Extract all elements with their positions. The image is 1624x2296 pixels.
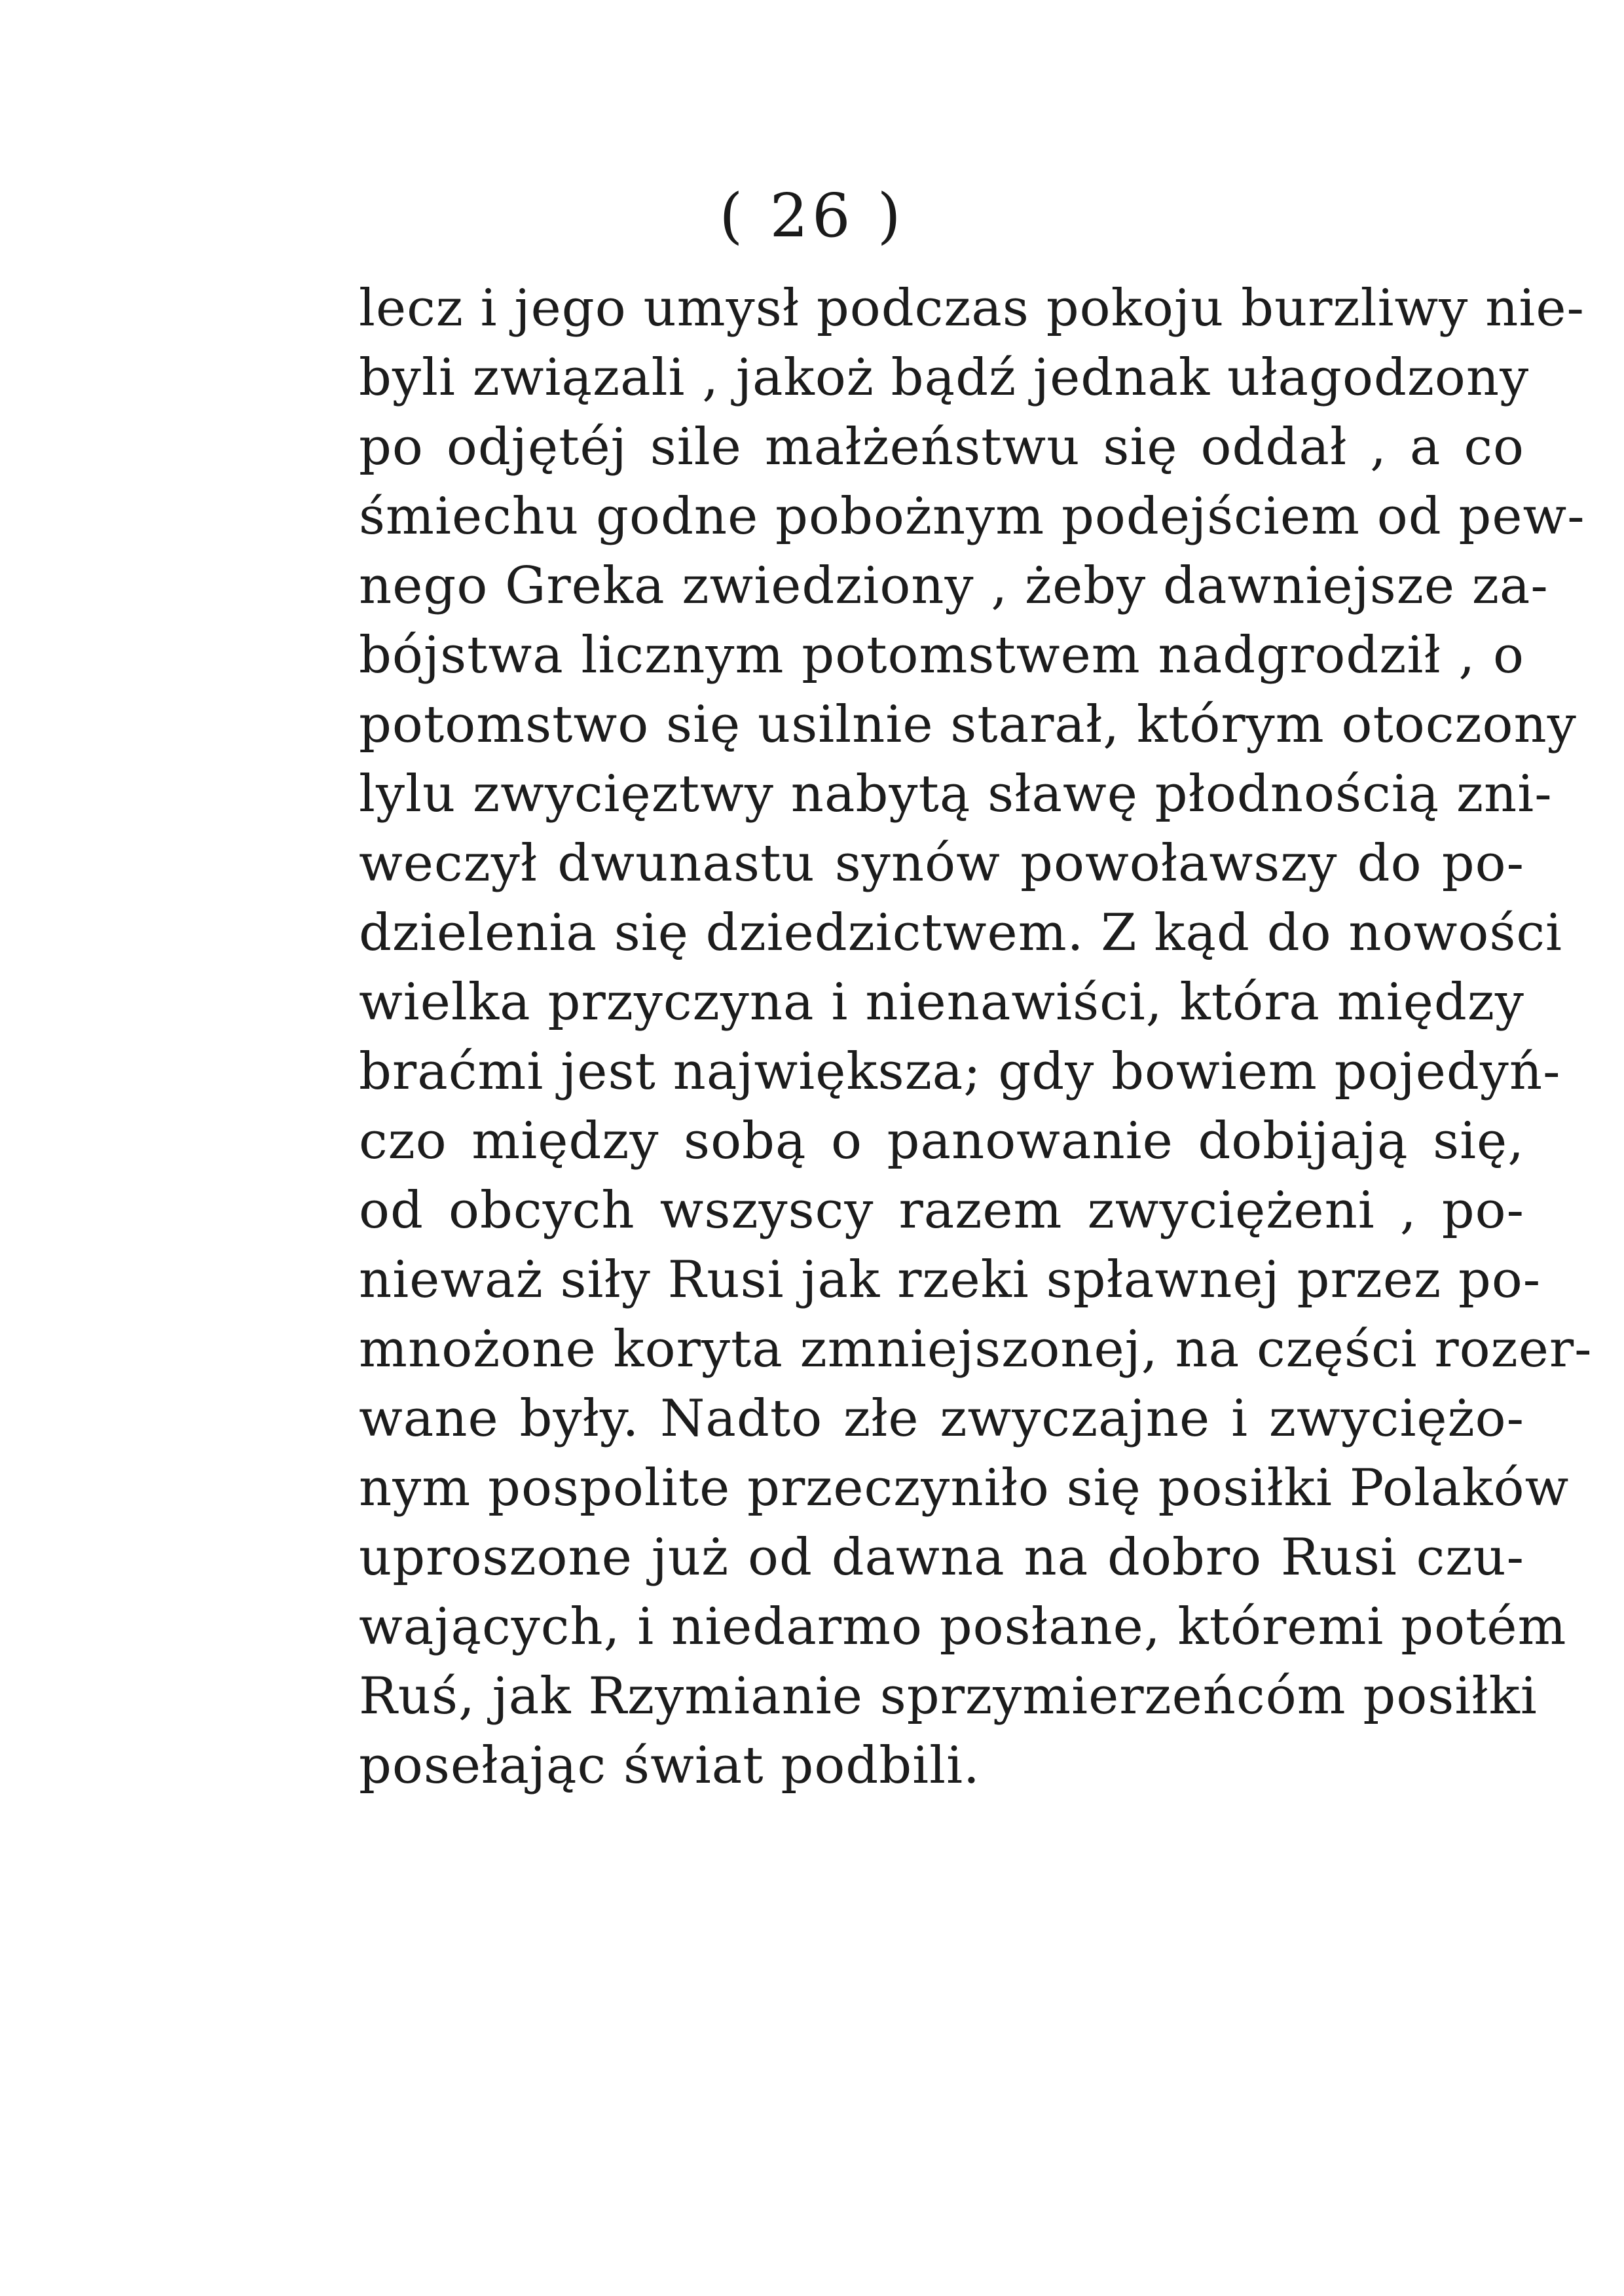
text-line: uproszone już od dawna na dobro Rusi czu- xyxy=(359,1528,1524,1587)
text-line: wane były. Nadto złe zwyczajne i zwyciężo- xyxy=(359,1389,1524,1448)
text-line: bójstwa licznym potomstwem nadgrodził , o xyxy=(359,626,1524,685)
text-line: potomstwo się usilnie starał, którym otoczony xyxy=(359,695,1577,754)
text-line: od obcych wszyscy razem zwyciężeni , po- xyxy=(359,1181,1524,1240)
text-line: posełając świat podbili. xyxy=(359,1736,980,1795)
text-line: weczył dwunastu synów powoławszy do po- xyxy=(359,834,1524,893)
text-line: wających, i niedarmo posłane, któremi potém xyxy=(359,1597,1567,1656)
text-line: dzielenia się dziedzictwem. Z kąd do nowości xyxy=(359,903,1562,962)
text-line: nieważ siły Rusi jak rzeki spławnej przez po- xyxy=(359,1250,1541,1309)
page-number: ( 26 ) xyxy=(719,181,905,251)
text-line: lylu zwycięztwy nabytą sławę płodnością zni- xyxy=(359,765,1553,824)
text-line: śmiechu godne pobożnym podejściem od pew- xyxy=(359,487,1585,546)
text-line: wielka przyczyna i nienawiści, która między xyxy=(359,973,1524,1032)
text-line: nego Greka zwiedziony , żeby dawniejsze za- xyxy=(359,556,1549,615)
body-text xyxy=(359,274,1593,1800)
text-line: po odjętéj sile małżeństwu się oddał , a co xyxy=(359,418,1524,477)
text-line: Ruś, jak Rzymianie sprzymierzeńcóm posiłki xyxy=(359,1667,1538,1726)
text-line: lecz i jego umysł podczas pokoju burzliwy nie- xyxy=(359,279,1585,338)
text-line: nym pospolite przeczyniło się posiłki Polaków xyxy=(359,1459,1570,1518)
text-line: mnożone koryta zmniejszonej, na części rozer- xyxy=(359,1320,1593,1379)
text-line: czo między sobą o panowanie dobijają się, xyxy=(359,1112,1524,1171)
text-line: braćmi jest największa; gdy bowiem pojedyń- xyxy=(359,1042,1561,1101)
text-line: byli związali , jakoż bądź jednak ułagodzony xyxy=(359,348,1530,407)
